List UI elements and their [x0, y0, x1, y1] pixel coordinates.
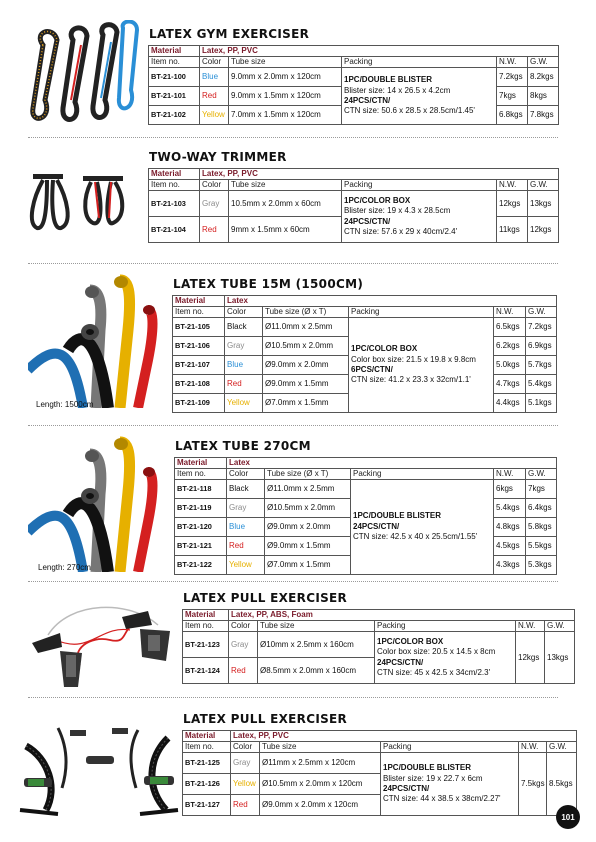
color-value: Gray: [200, 191, 229, 217]
packing-line: 1PC/DOUBLE BLISTER: [353, 511, 442, 521]
material-label: Material: [183, 731, 231, 742]
packing-line: Color box size: 21.5 x 19.8 x 9.8cm: [351, 354, 476, 364]
packing-line: CTN size: 45 x 42.5 x 34cm/2.3': [377, 667, 491, 677]
packing-line: 24PCS/CTN/: [383, 784, 430, 793]
packing-line: 1PC/COLOR BOX: [377, 636, 444, 646]
section-divider: [28, 581, 558, 582]
header-item-no: Item no.: [175, 469, 227, 480]
material-value: Latex, PP, PVC: [231, 731, 577, 742]
nw-value: 12kgs: [497, 191, 528, 217]
gw-value: 8.2kgs: [528, 68, 559, 87]
gw-value: 7.8kgs: [528, 106, 559, 125]
header-tube-size: Tube size: [229, 180, 342, 191]
tube-size-value: Ø11.0mm x 2.5mm: [265, 480, 351, 499]
tube-size-value: Ø11.0mm x 2.5mm: [263, 318, 349, 337]
color-value: Red: [225, 375, 263, 394]
gw-value: 5.4kgs: [526, 375, 557, 394]
item-number: BT-21-121: [175, 537, 227, 556]
packing-line: 24PCS/CTN/: [353, 521, 400, 531]
packing-line: CTN size: 44 x 38.5 x 38cm/2.27': [383, 794, 501, 804]
nw-value: 5.0kgs: [494, 356, 526, 375]
tube-size-value: Ø9.0mm x 2.0mm x 120cm: [260, 795, 381, 816]
packing-line: 1PC/DOUBLE BLISTER: [383, 763, 472, 773]
section-divider: [28, 697, 558, 698]
header-tube-size: Tube size (Ø x T): [265, 469, 351, 480]
tube-size-value: 9mm x 1.5mm x 60cm: [229, 217, 342, 243]
section-title: TWO-WAY TRIMMER: [149, 150, 287, 164]
header-packing: Packing: [375, 621, 516, 632]
packing-line: 1PC/COLOR BOX: [344, 195, 411, 205]
nw-value: 6kgs: [494, 480, 526, 499]
tube-size-value: Ø11mm x 2.5mm x 120cm: [260, 753, 381, 774]
packing-line: CTN size: 41.2 x 23.3 x 32cm/1.1': [351, 375, 471, 385]
color-value: Red: [231, 795, 260, 816]
header-nw: N.W.: [497, 57, 528, 68]
section-title: LATEX PULL EXERCISER: [183, 591, 348, 605]
header-gw: G.W.: [528, 57, 559, 68]
section-divider: [28, 263, 558, 264]
nw-value: 4.4kgs: [494, 394, 526, 413]
header-gw: G.W.: [526, 307, 557, 318]
header-packing: Packing: [342, 57, 497, 68]
length-caption: Length: 270cm: [38, 563, 91, 572]
item-number: BT-21-120: [175, 518, 227, 537]
section-title: LATEX TUBE 15M (1500CM): [173, 277, 364, 291]
gw-value: 8.5kgs: [547, 753, 577, 816]
material-label: Material: [175, 458, 227, 469]
spec-table: [172, 295, 557, 413]
color-value: Black: [225, 318, 263, 337]
tube-size-value: Ø10.5mm x 2.0mm x 120cm: [260, 774, 381, 795]
tube-size-value: Ø8.5mm x 2.0mm x 160cm: [258, 658, 375, 684]
gw-value: 5.1kgs: [526, 394, 557, 413]
nw-value: 4.5kgs: [494, 537, 526, 556]
packing-line: Blister size: 19 x 22.7 x 6cm: [383, 773, 483, 783]
color-value: Gray: [225, 337, 263, 356]
item-number: BT-21-109: [173, 394, 225, 413]
tube-size-value: 10.5mm x 2.0mm x 60cm: [229, 191, 342, 217]
gw-value: 5.7kgs: [526, 356, 557, 375]
packing-line: CTN size: 57.6 x 29 x 40cm/2.4': [344, 226, 458, 236]
header-tube-size: Tube size: [229, 57, 342, 68]
color-value: Blue: [227, 518, 265, 537]
item-number: BT-21-124: [183, 658, 229, 684]
packing-line: Color box size: 20.5 x 14.5 x 8cm: [377, 647, 496, 657]
latex-tube-image: [28, 432, 160, 572]
gw-value: 5.5kgs: [526, 537, 557, 556]
tube-size-value: Ø7.0mm x 1.5mm: [265, 556, 351, 575]
tube-size-value: Ø9.0mm x 2.0mm: [265, 518, 351, 537]
material-value: Latex: [225, 296, 557, 307]
pull-exerciser-cord-image: [18, 718, 180, 818]
gw-value: 7kgs: [526, 480, 557, 499]
two-way-trimmer-image: [25, 168, 145, 238]
spec-table: [182, 730, 577, 816]
item-number: BT-21-118: [175, 480, 227, 499]
packing-line: 1PC/DOUBLE BLISTER: [344, 75, 433, 85]
material-label: Material: [173, 296, 225, 307]
header-packing: Packing: [381, 742, 519, 753]
color-value: Gray: [229, 632, 258, 658]
tube-size-value: Ø10.5mm x 2.0mm: [263, 337, 349, 356]
section-title: LATEX GYM EXERCISER: [149, 27, 310, 41]
color-value: Black: [227, 480, 265, 499]
item-number: BT-21-108: [173, 375, 225, 394]
color-value: Yellow: [200, 106, 229, 125]
gw-value: 7.2kgs: [526, 318, 557, 337]
header-color: Color: [225, 307, 263, 318]
item-number: BT-21-104: [149, 217, 200, 243]
gw-value: 6.4kgs: [526, 499, 557, 518]
length-caption: Length: 1500cm: [36, 400, 94, 409]
spec-table: [174, 457, 557, 575]
material-value: Latex: [227, 458, 557, 469]
item-number: BT-21-127: [183, 795, 231, 816]
header-gw: G.W.: [528, 180, 559, 191]
table-row: [149, 68, 559, 87]
gw-value: 13kgs: [545, 632, 575, 684]
color-value: Yellow: [231, 774, 260, 795]
header-gw: G.W.: [526, 469, 557, 480]
packing-line: CTN size: 42.5 x 40 x 25.5cm/1.55': [353, 532, 478, 542]
header-packing: Packing: [342, 180, 497, 191]
tube-size-value: 9.0mm x 2.0mm x 120cm: [229, 68, 342, 87]
item-number: BT-21-103: [149, 191, 200, 217]
color-value: Blue: [225, 356, 263, 375]
header-item-no: Item no.: [173, 307, 225, 318]
nw-value: 11kgs: [497, 217, 528, 243]
table-row: [183, 632, 575, 658]
nw-value: 4.3kgs: [494, 556, 526, 575]
item-number: BT-21-123: [183, 632, 229, 658]
material-value: Latex, PP, ABS, Foam: [229, 610, 575, 621]
item-number: BT-21-119: [175, 499, 227, 518]
spec-table: [148, 168, 559, 243]
gw-value: 13kgs: [528, 191, 559, 217]
packing-line: CTN size: 50.6 x 28.5 x 28.5cm/1.45': [344, 106, 475, 116]
item-number: BT-21-101: [149, 87, 200, 106]
packing-line: 24PCS/CTN/: [344, 216, 391, 226]
nw-value: 12kgs: [516, 632, 545, 684]
section-title: LATEX PULL EXERCISER: [183, 712, 348, 726]
table-row: [173, 318, 557, 337]
packing-line: 24PCS/CTN/: [344, 96, 391, 105]
header-item-no: Item no.: [149, 180, 200, 191]
gw-value: 6.9kgs: [526, 337, 557, 356]
header-packing: Packing: [351, 469, 494, 480]
gw-value: 5.3kgs: [526, 556, 557, 575]
packing-value: [342, 191, 497, 243]
item-number: BT-21-126: [183, 774, 231, 795]
page-number: 101: [556, 805, 580, 829]
nw-value: 6.8kgs: [497, 106, 528, 125]
tube-size-value: Ø10mm x 2.5mm x 160cm: [258, 632, 375, 658]
material-label: Material: [149, 46, 200, 57]
material-value: Latex, PP, PVC: [200, 169, 559, 180]
tube-size-value: Ø9.0mm x 2.0mm: [263, 356, 349, 375]
table-row: [175, 480, 557, 499]
packing-line: Blister size: 19 x 4.3 x 28.5cm: [344, 206, 451, 216]
gw-value: 8kgs: [528, 87, 559, 106]
color-value: Gray: [231, 753, 260, 774]
gw-value: 5.8kgs: [526, 518, 557, 537]
section-divider: [28, 137, 558, 138]
tube-size-value: Ø7.0mm x 1.5mm: [263, 394, 349, 413]
gym-exerciser-image: [25, 20, 143, 132]
color-value: Gray: [227, 499, 265, 518]
material-label: Material: [149, 169, 200, 180]
nw-value: 4.7kgs: [494, 375, 526, 394]
packing-line: 1PC/COLOR BOX: [351, 344, 418, 354]
header-nw: N.W.: [516, 621, 545, 632]
section-divider: [28, 425, 558, 426]
material-value: Latex, PP, PVC: [200, 46, 559, 57]
item-number: BT-21-102: [149, 106, 200, 125]
header-color: Color: [200, 180, 229, 191]
nw-value: 6.2kgs: [494, 337, 526, 356]
nw-value: 5.4kgs: [494, 499, 526, 518]
table-row: [149, 191, 559, 217]
tube-size-value: Ø9.0mm x 1.5mm: [263, 375, 349, 394]
header-item-no: Item no.: [149, 57, 200, 68]
nw-value: 6.5kgs: [494, 318, 526, 337]
header-color: Color: [229, 621, 258, 632]
header-gw: G.W.: [547, 742, 577, 753]
packing-line: 24PCS/CTN/: [377, 657, 424, 667]
material-label: Material: [183, 610, 229, 621]
packing-line: Blister size: 14 x 26.5 x 4.2cm: [344, 85, 451, 95]
color-value: Red: [200, 217, 229, 243]
spec-table: [148, 45, 559, 125]
header-tube-size: Tube size: [258, 621, 375, 632]
header-gw: G.W.: [545, 621, 575, 632]
header-nw: N.W.: [494, 307, 526, 318]
item-number: BT-21-100: [149, 68, 200, 87]
color-value: Blue: [200, 68, 229, 87]
header-color: Color: [200, 57, 229, 68]
color-value: Red: [229, 658, 258, 684]
packing-line: 6PCS/CTN/: [351, 365, 393, 374]
tube-size-value: Ø9.0mm x 1.5mm: [265, 537, 351, 556]
packing-value: [349, 318, 494, 413]
header-tube-size: Tube size: [260, 742, 381, 753]
gw-value: 12kgs: [528, 217, 559, 243]
color-value: Yellow: [227, 556, 265, 575]
pull-exerciser-image: [30, 595, 175, 690]
nw-value: 7kgs: [497, 87, 528, 106]
tube-size-value: 9.0mm x 1.5mm x 120cm: [229, 87, 342, 106]
header-color: Color: [231, 742, 260, 753]
packing-value: [381, 753, 519, 816]
packing-value: [351, 480, 494, 575]
item-number: BT-21-105: [173, 318, 225, 337]
packing-value: [375, 632, 516, 684]
color-value: Red: [227, 537, 265, 556]
header-color: Color: [227, 469, 265, 480]
header-nw: N.W.: [519, 742, 547, 753]
header-item-no: Item no.: [183, 621, 229, 632]
header-item-no: Item no.: [183, 742, 231, 753]
color-value: Red: [200, 87, 229, 106]
tube-size-value: Ø10.5mm x 2.0mm: [265, 499, 351, 518]
header-packing: Packing: [349, 307, 494, 318]
header-tube-size: Tube size (Ø x T): [263, 307, 349, 318]
item-number: BT-21-106: [173, 337, 225, 356]
nw-value: 7.2kgs: [497, 68, 528, 87]
item-number: BT-21-122: [175, 556, 227, 575]
color-value: Yellow: [225, 394, 263, 413]
section-title: LATEX TUBE 270CM: [175, 439, 311, 453]
packing-value: [342, 68, 497, 125]
header-nw: N.W.: [497, 180, 528, 191]
tube-size-value: 7.0mm x 1.5mm x 120cm: [229, 106, 342, 125]
spec-table: [182, 609, 575, 684]
item-number: BT-21-125: [183, 753, 231, 774]
header-nw: N.W.: [494, 469, 526, 480]
item-number: BT-21-107: [173, 356, 225, 375]
nw-value: 4.8kgs: [494, 518, 526, 537]
latex-tube-image: [28, 270, 160, 408]
nw-value: 7.5kgs: [519, 753, 547, 816]
table-row: [183, 753, 577, 774]
